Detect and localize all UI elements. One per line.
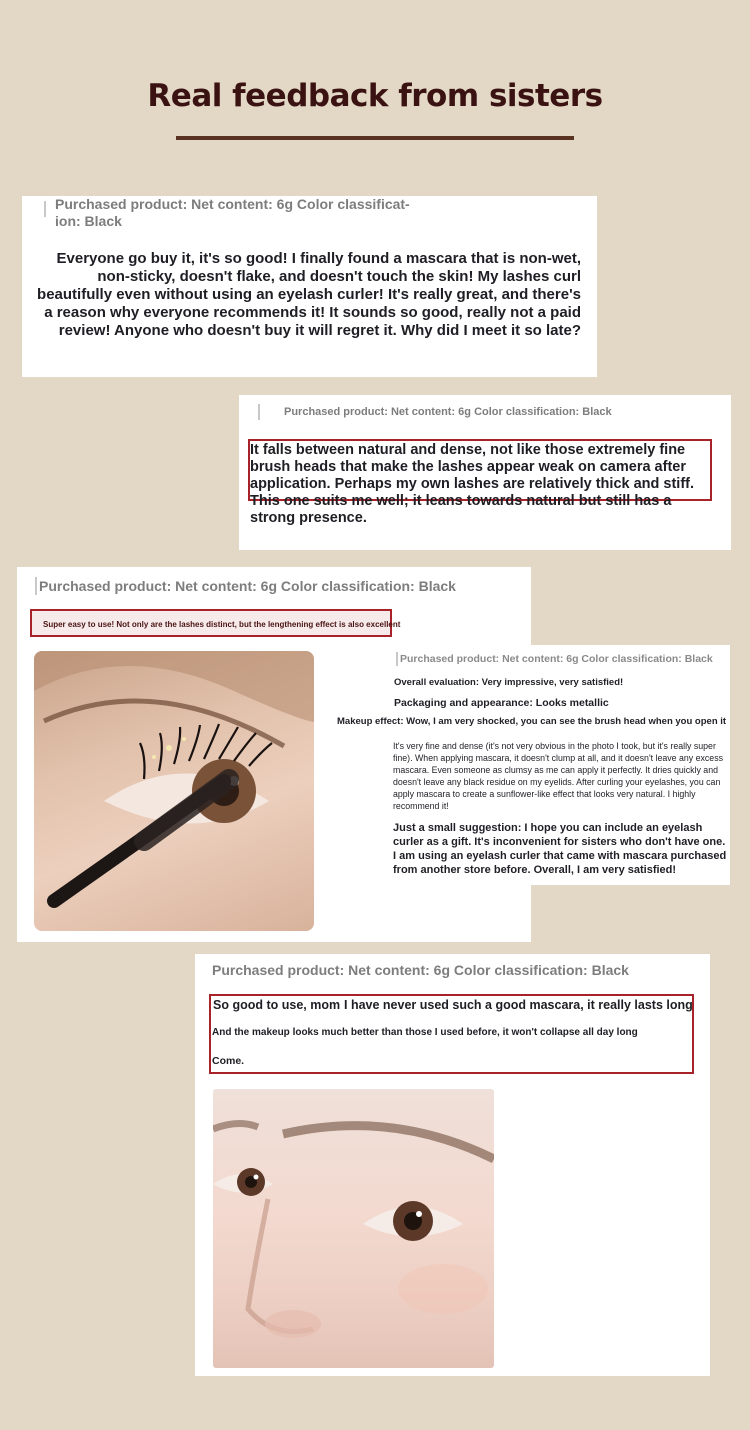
review-line-2: And the makeup looks much better than those I used before, it won't collapse all day long: [212, 1027, 638, 1038]
packaging-appearance: Packaging and appearance: Looks metallic: [394, 697, 609, 709]
meta-divider: [44, 201, 46, 217]
review-card-5: [195, 954, 710, 1376]
review-line-3: Come.: [212, 1055, 245, 1067]
review-text: It falls between natural and dense, not like those extremely fine brush heads that make the lashes appear weak on camera after application. Perhaps my own lashes are relatively thick and stiff. This one suits me well; it leans towards natural but still has a strong presence.: [250, 442, 695, 526]
mascara-application-eye-photo: [34, 651, 314, 931]
purchase-info: Purchased product: Net content: 6g Color classification: Black: [39, 578, 456, 594]
review-line-1b: I have never used such a good mascara, it really lasts long: [344, 998, 693, 1012]
review-suggestion-text: Just a small suggestion: I hope you can include an eyelash curler as a gift. It's inconvenient for sisters who don't have one. I am using an eyelash curler that came with mascara purchased from another store before. Overall, I am very satisfied!: [393, 822, 727, 876]
title-divider: [176, 136, 574, 140]
review-detail-text: It's very fine and dense (it's not very obvious in the photo I took, but it's really super fine). When applying mascara, it doesn't clump at all, and it doesn't leave any excess mascara. Even someone as clumsy as me can apply it perfectly. It dries quickly and doesn't leave any black residue on my eyelids. After curling your eyelashes, you can apply mascara to create a sunflower-like effect that looks very natural. I highly recommend it!: [393, 741, 723, 811]
purchase-info: Purchased product: Net content: 6g Color classification: Black: [212, 962, 629, 978]
model-eye-closeup-photo: [213, 1089, 494, 1368]
overall-evaluation: Overall evaluation: Very impressive, very satisfied!: [394, 677, 624, 688]
meta-divider: [35, 577, 37, 595]
meta-divider: [396, 652, 398, 666]
review-text: Everyone go buy it, it's so good! I finally found a mascara that is non-wet, non-sticky, doesn't flake, and doesn't touch the skin! My lashes curl beautifully even without using an eyelash curler! It's really great, and there's a reason why everyone recommends it! It sounds so good, really not a paid review! Anyone who doesn't buy it will regret it. Why did I meet it so late?: [37, 250, 581, 339]
highlight-text: Super easy to use! Not only are the lashes distinct, but the lengthening effect is also excellent: [43, 620, 401, 629]
eye-illustration: [34, 651, 314, 931]
purchase-info: Purchased product: Net content: 6g Color classificat-ion: Black: [55, 196, 410, 229]
purchase-info: Purchased product: Net content: 6g Color classification: Black: [400, 653, 713, 665]
review-card-1: [22, 196, 597, 377]
page-title: Real feedback from sisters: [147, 78, 603, 114]
review-line-1a: So good to use, mom: [213, 998, 341, 1012]
purchase-info: Purchased product: Net content: 6g Color classification: Black: [284, 406, 612, 418]
review-card-2: [239, 395, 731, 550]
makeup-effect: Makeup effect: Wow, I am very shocked, you can see the brush head when you open it: [337, 716, 727, 727]
review-card-4: [328, 645, 730, 885]
face-illustration: [213, 1089, 494, 1368]
meta-divider: [258, 404, 260, 420]
